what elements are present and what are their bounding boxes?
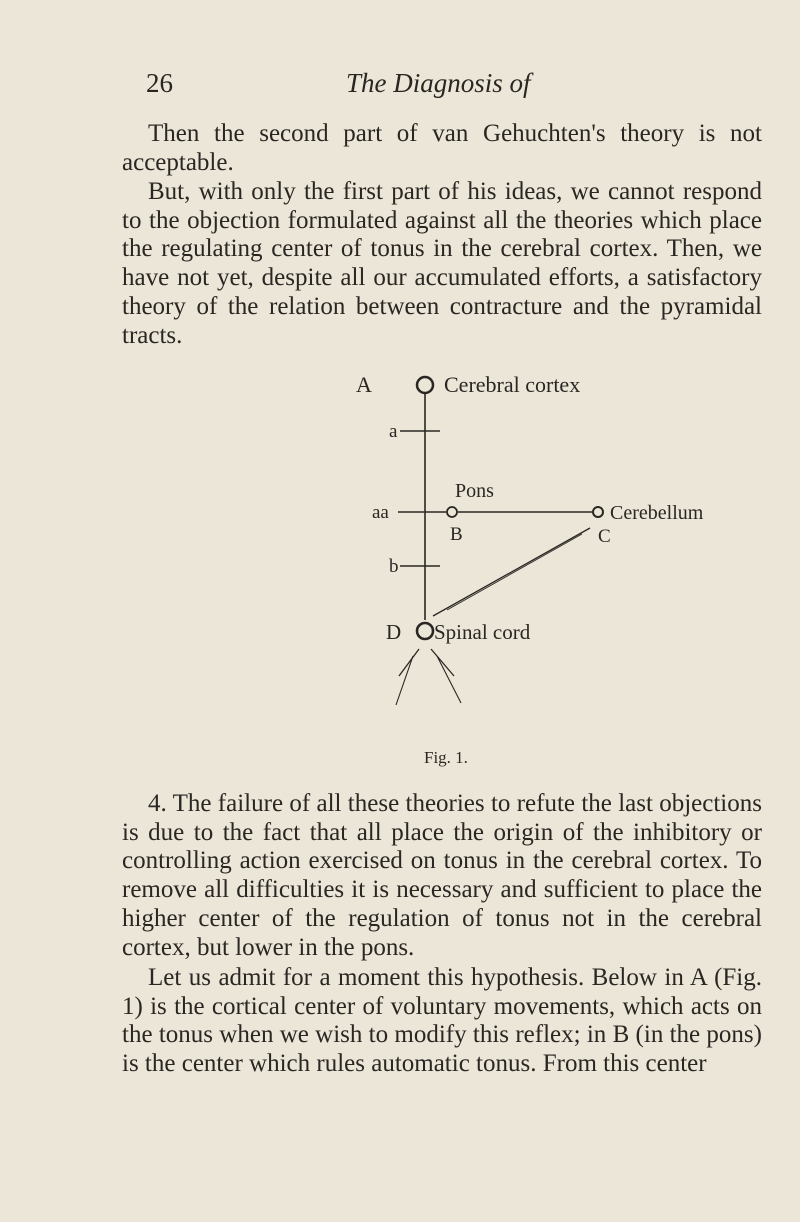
cerebellum-spinal-line-2 — [447, 534, 582, 610]
label-cerebral-cortex: Cerebral cortex — [444, 372, 581, 397]
root-line-4 — [437, 656, 461, 703]
label-B: B — [450, 524, 463, 545]
label-spinal-cord: Spinal cord — [434, 620, 531, 644]
node-C-circle — [593, 507, 603, 517]
figure-1-diagram — [356, 370, 780, 710]
tonus-pathway-diagram — [356, 370, 780, 710]
label-cerebellum: Cerebellum — [610, 502, 704, 524]
running-head: The Diagnosis of — [346, 68, 531, 98]
label-aa: aa — [372, 502, 389, 523]
node-A-circle — [417, 377, 433, 393]
node-B-circle — [447, 507, 457, 517]
label-A: A — [356, 372, 372, 397]
node-D-circle — [417, 623, 433, 639]
root-line-2 — [396, 656, 413, 705]
figure-caption: Fig. 1. — [424, 748, 468, 767]
root-line-1 — [399, 649, 419, 676]
label-D: D — [386, 620, 402, 644]
label-C: C — [598, 526, 611, 547]
root-line-3 — [431, 649, 454, 676]
label-pons: Pons — [455, 480, 494, 502]
page-number: 26 — [146, 68, 173, 98]
paragraph-3: 4. The failure of all these theories to refute the last objections is due to the fact that all place the origin of the inhibitory or controlling action exercised on tonus in the cerebral cortex. To remove all difficulties it is necessary and sufficient to place the higher center of the regulation of tonus not in the cerebral cortex, but lower in the pons. — [122, 790, 762, 961]
paragraph-2: But, with only the first part of his ideas, we cannot respond to the objection formulated against all the theories which place the regulating center of tonus in the cerebral cortex. Then, we have not yet, despite all our accumulated efforts, a satisfactory theory of the relation between contracture and the pyramidal tracts. — [122, 178, 762, 349]
label-b: b — [389, 556, 399, 577]
label-a: a — [389, 421, 398, 442]
paragraph-1: Then the second part of van Gehuchten's theory is not acceptable. — [122, 120, 762, 176]
paragraph-4: Let us admit for a moment this hypothesis. Below in A (Fig. 1) is the cortical center of voluntary movements, which acts on the tonus when we wish to modify this reflex; in B (in the pons) is the center which rules automatic tonus. From this center — [122, 964, 762, 1078]
page-header — [146, 68, 746, 104]
